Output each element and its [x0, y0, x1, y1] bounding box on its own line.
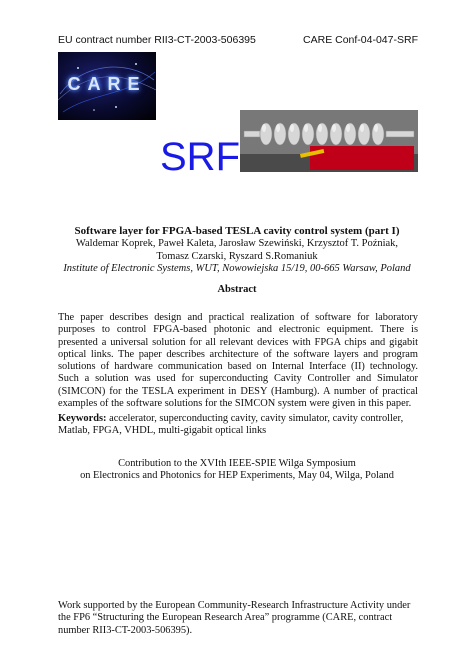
- srf-heading: SRF: [160, 135, 240, 179]
- contribution-line-1: Contribution to the XVIth IEEE-SPIE Wilga Symposium: [118, 458, 356, 469]
- institution: Institute of Electronic Systems, WUT, Nowowiejska 15/19, 00-665 Warsaw, Poland: [63, 263, 411, 274]
- cavity-photo: [240, 110, 418, 172]
- funding-footer: Work supported by the European Community-Research Infrastructure Activity under the FP6 “Structuring the European Research Area” programme (CARE, contract number RII3-CT-2003-506395).: [58, 600, 411, 636]
- cavity-illustration: [240, 110, 418, 172]
- contribution-note: [20, 458, 454, 483]
- header-document-id: CARE Conf-04-047-SRF: [303, 34, 418, 46]
- header-contract-number: EU contract number RII3-CT-2003-506395: [58, 34, 256, 46]
- keywords-text: accelerator, superconducting cavity, cavity simulator, cavity controller, Matlab, FPGA, VHDL, multi-gigabit optical links: [58, 413, 404, 437]
- keywords-label: Keywords:: [58, 413, 107, 424]
- keywords: [58, 413, 418, 438]
- care-logo: [58, 52, 156, 120]
- authors-line-2: Tomasz Czarski, Ryszard S.Romaniuk: [156, 250, 318, 262]
- abstract-heading: Abstract: [217, 284, 257, 295]
- contribution-line-2: on Electronics and Photonics for HEP Experiments, May 04, Wilga, Poland: [80, 470, 394, 482]
- authors-line-1: Waldemar Koprek, Paweł Kaleta, Jarosław Szewiński, Krzysztof T. Poźniak,: [75, 238, 399, 249]
- care-logo-text: CARE: [67, 74, 147, 94]
- paper-authors: [20, 238, 454, 263]
- paper-title: Software layer for FPGA-based TESLA cavity control system (part I): [74, 225, 400, 237]
- abstract-text: The paper describes design and practical realization of software for laboratory purposes to control FPGA-based photonic and electronic equipment. There is presented a universal solution for all relevant devices with FPGA chips and gigabit optical links. The paper describes architecture of the software layers and program solutions of hardware communication based on Internal Interface (II) technology. Such a solution was used for superconducting Cavity Controller and Simulator (SIMCON) for the TESLA experiment in DESY (Hamburg). A number of practical examples of the software solutions for the SIMCON system were given in this paper.: [58, 312, 418, 410]
